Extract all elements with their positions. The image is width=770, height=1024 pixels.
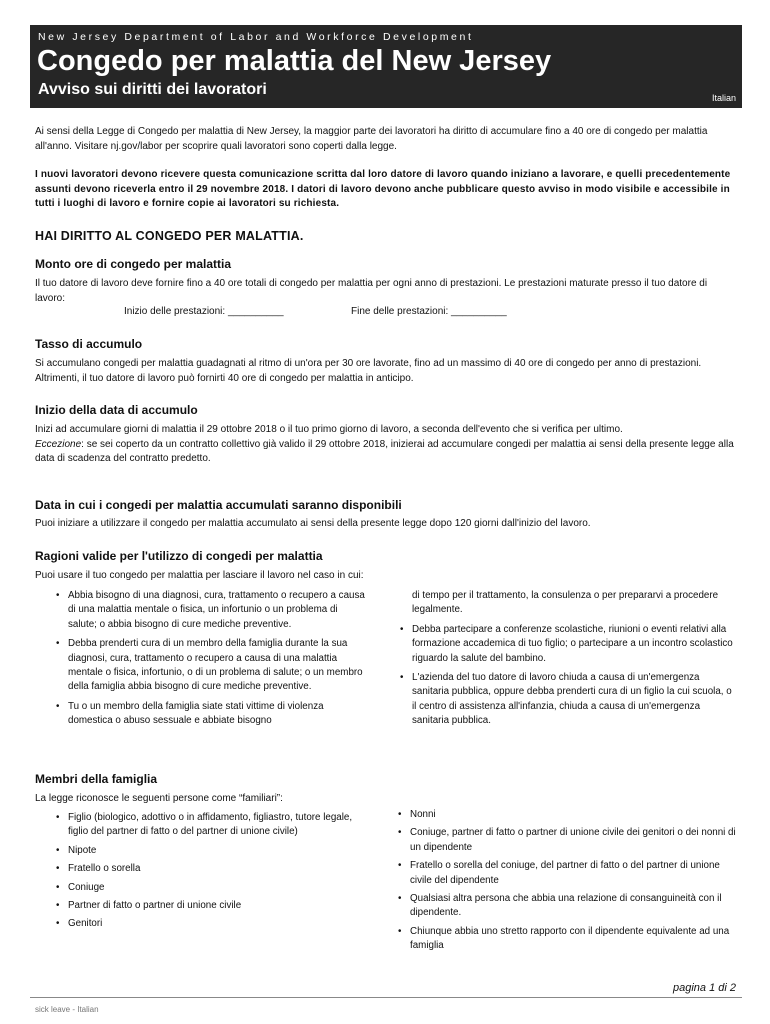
section-text-monto: Il tuo datore di lavoro deve fornire fino a 40 ore totali di congedo per malattia per ogni anno di prestazioni. Le prestazioni maturate presso il tuo datore di lavoro: xyxy=(35,278,708,304)
reasons-list-left xyxy=(56,589,368,729)
list-item: • Coniuge, partner di fatto o partner di unione civile dei genitori o dei nonni di un dipendente xyxy=(398,826,738,855)
section-text-inizio xyxy=(35,423,735,467)
list-item: • Nonni xyxy=(398,808,738,822)
section-heading-ragioni: Ragioni valide per l'utilizzo di congedi per malattia xyxy=(35,549,323,563)
section-heading-monto: Monto ore di congedo per malattia xyxy=(35,257,232,271)
section-text-tasso: Si accumulano congedi per malattia guadagnati al ritmo di un'ora per 30 ore lavorate, fino ad un massimo di 40 ore di congedo per anno di prestazioni. Altrimenti, il tuo datore di lavoro può fornirti 40 ore di congedo per malattia in anticipo. xyxy=(35,358,702,384)
section-heading-tasso: Tasso di accumulo xyxy=(35,337,143,351)
document-id: sick leave - Italian xyxy=(35,1005,99,1014)
exception-label: Eccezione xyxy=(35,438,82,450)
list-item: • Chiunque abbia uno stretto rapporto con il dipendente equivalente ad una famiglia xyxy=(398,925,738,954)
list-item: • Coniuge xyxy=(56,881,368,895)
page-title: Congedo per malattia del New Jersey xyxy=(37,45,552,77)
list-item: • Tu o un membro della famiglia siate stati vittime di violenza domestica o abuso sessuale e abbiate bisogno xyxy=(56,700,368,729)
list-item: • Abbia bisogno di una diagnosi, cura, trattamento o recupero a causa di una malattia mentale o fisica, un infortunio o un problema di salute; o abbia bisogno di cure mediche preventive. xyxy=(56,589,368,632)
section-heading-inizio: Inizio della data di accumulo xyxy=(35,403,198,417)
list-item: • Debba prenderti cura di un membro della famiglia durante la sua diagnosi, cura, trattamento o recupero a causa di una malattia mentale o fisica, infortunio, o di un problema di salute; o un membro della famiglia abbia bisogno di cure mediche preventive. xyxy=(56,637,368,695)
page-subtitle: Avviso sui diritti dei lavoratori xyxy=(38,81,267,98)
list-item: • Qualsiasi altra persona che abbia una relazione di consanguineità con il dipendente. xyxy=(398,892,738,921)
section-intro-membri: La legge riconosce le seguenti persone come “familiari”: xyxy=(35,793,283,804)
inizio-text: Inizi ad accumulare giorni di malattia il 29 ottobre 2018 o il tuo primo giorno di lavoro, a seconda dell'evento che si verifica per ultimo. xyxy=(35,424,623,435)
footer-divider xyxy=(30,997,742,998)
family-list-left xyxy=(56,811,368,932)
page-number: pagina 1 di 2 xyxy=(673,982,736,994)
section-heading-membri: Membri della famiglia xyxy=(35,772,158,786)
department-name: New Jersey Department of Labor and Workforce Development xyxy=(38,31,474,43)
reasons-list-right xyxy=(400,589,736,729)
list-item: • Fratello o sorella xyxy=(56,862,368,876)
benefit-year-end: Fine delle prestazioni: __________ xyxy=(351,306,507,317)
section-heading-data: Data in cui i congedi per malattia accumulati saranno disponibili xyxy=(35,498,402,512)
main-heading: HAI DIRITTO AL CONGEDO PER MALATTIA. xyxy=(35,229,304,243)
exception-text: : se sei coperto da un contratto collettivo già valido il 29 ottobre 2018, inizierai ad accumulare congedi per malattia ai sensi della presente legge alla data di scadenza del contratto predetto. xyxy=(35,438,734,464)
list-item: • Debba partecipare a conferenze scolastiche, riunioni o eventi relativi alla formazione accademica di tuo figlio; o partecipare a un incontro scolastico riguardo la salute del bambino. xyxy=(400,623,736,666)
list-item: • Fratello o sorella del coniuge, del partner di fatto o del partner di unione civile del dipendente xyxy=(398,859,738,888)
list-item: • Figlio (biologico, adottivo o in affidamento, figliastro, tutore legale, figlio del partner di fatto o del partner di unione civile) xyxy=(56,811,368,840)
language-label: Italian xyxy=(711,93,736,103)
family-list-right xyxy=(398,808,738,954)
notice-paragraph: I nuovi lavoratori devono ricevere questa comunicazione scritta dal loro datore di lavoro quando iniziano a lavorare, e quelli precedentemente assunti devono riceverla entro il 29 novembre 2018. I datori di lavoro devono anche pubblicare questo avviso in modo visibile e accessibile in tutti i luoghi di lavoro e fornire copie ai lavoratori su richiesta. xyxy=(35,169,731,209)
intro-paragraph: Ai sensi della Legge di Congedo per malattia di New Jersey, la maggior parte dei lavoratori ha diritto di accumulare fino a 40 ore di congedo per malattia all'anno. Visitare nj.gov/labor per scoprire quali lavoratori sono coperti dalla legge. xyxy=(35,126,708,152)
list-item: • Genitori xyxy=(56,917,368,931)
list-item: • Nipote xyxy=(56,844,368,858)
list-item: • Partner di fatto o partner di unione civile xyxy=(56,899,368,913)
benefit-year-start: Inizio delle prestazioni: __________ xyxy=(124,306,284,317)
list-item-continued: di tempo per il trattamento, la consulenza o per prepararvi a procedere legalmente. xyxy=(412,590,719,616)
header-banner xyxy=(30,25,742,108)
section-intro-ragioni: Puoi usare il tuo congedo per malattia per lasciare il lavoro nel caso in cui: xyxy=(35,570,364,581)
list-item: • L'azienda del tuo datore di lavoro chiuda a causa di un'emergenza sanitaria pubblica, oppure debba prenderti cura di un figlio la cui scuola, o il centro di assistenza all'infanzia, chiuda a causa di un'emergenza sanitaria pubblica. xyxy=(400,671,736,729)
section-text-data: Puoi iniziare a utilizzare il congedo per malattia accumulato ai sensi della presente legge dopo 120 giorni dall'inizio del lavoro. xyxy=(35,518,591,529)
